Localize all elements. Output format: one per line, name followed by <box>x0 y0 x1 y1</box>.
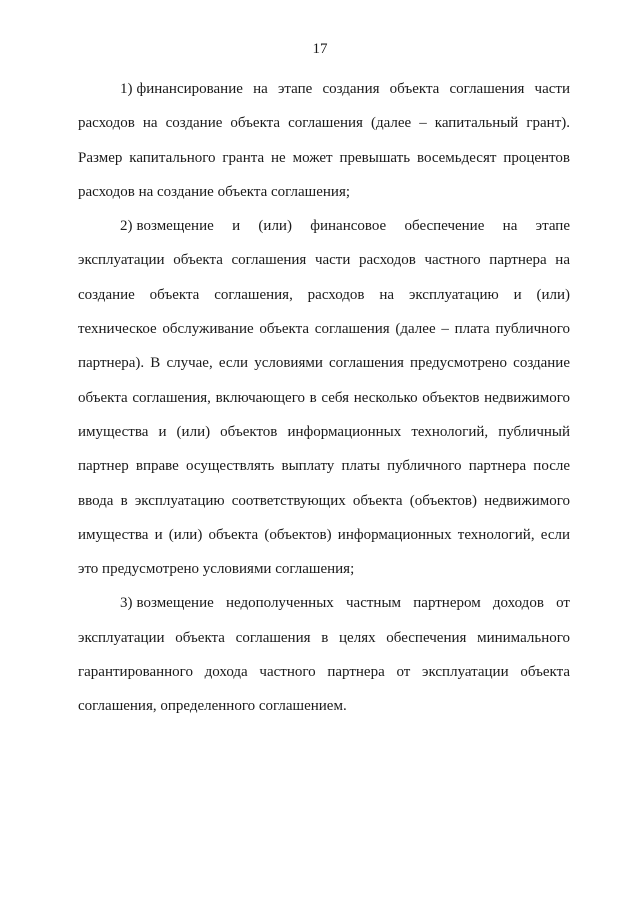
page-number: 17 <box>312 41 328 57</box>
list-marker: 3) <box>120 595 133 612</box>
list-item-1 <box>78 72 570 209</box>
paragraph-text: возмещение недополученных частным партнером доходов от эксплуатации объекта соглашения в целях обеспечения минимального гарантированного дохода частного партнера от эксплуатации объекта соглашения, определенного соглашением. <box>78 595 570 715</box>
paragraph-text: финансирование на этапе создания объекта соглашения части расходов на создание объекта соглашения (далее – капитальный грант). Размер капитального гранта не может превышать восемьдесят процентов расходов на создание объекта соглашения; <box>78 81 570 200</box>
document-body <box>78 72 570 724</box>
list-marker: 2) <box>120 218 133 235</box>
list-marker: 1) <box>120 81 133 97</box>
list-item-3 <box>78 586 570 723</box>
paragraph-text: возмещение и (или) финансовое обеспечение на этапе эксплуатации объекта соглашения части расходов частного партнера на создание объекта соглашения, расходов на эксплуатацию и (или) техническое обслуживание объекта соглашения (далее – плата публичного партнера). В случае, если условиями соглашения предусмотрено создание объекта соглашения, включающего в себя несколько объектов недвижимого имущества и (или) объектов информационных технологий, публичный партнер вправе осуществлять выплату платы публичного партнера после ввода в эксплуатацию соответствующих объекта (объектов) недвижимого имущества и (или) объекта (объектов) информационных технологий, если это предусмотрено условиями соглашения; <box>78 218 570 578</box>
list-item-2 <box>78 209 570 586</box>
